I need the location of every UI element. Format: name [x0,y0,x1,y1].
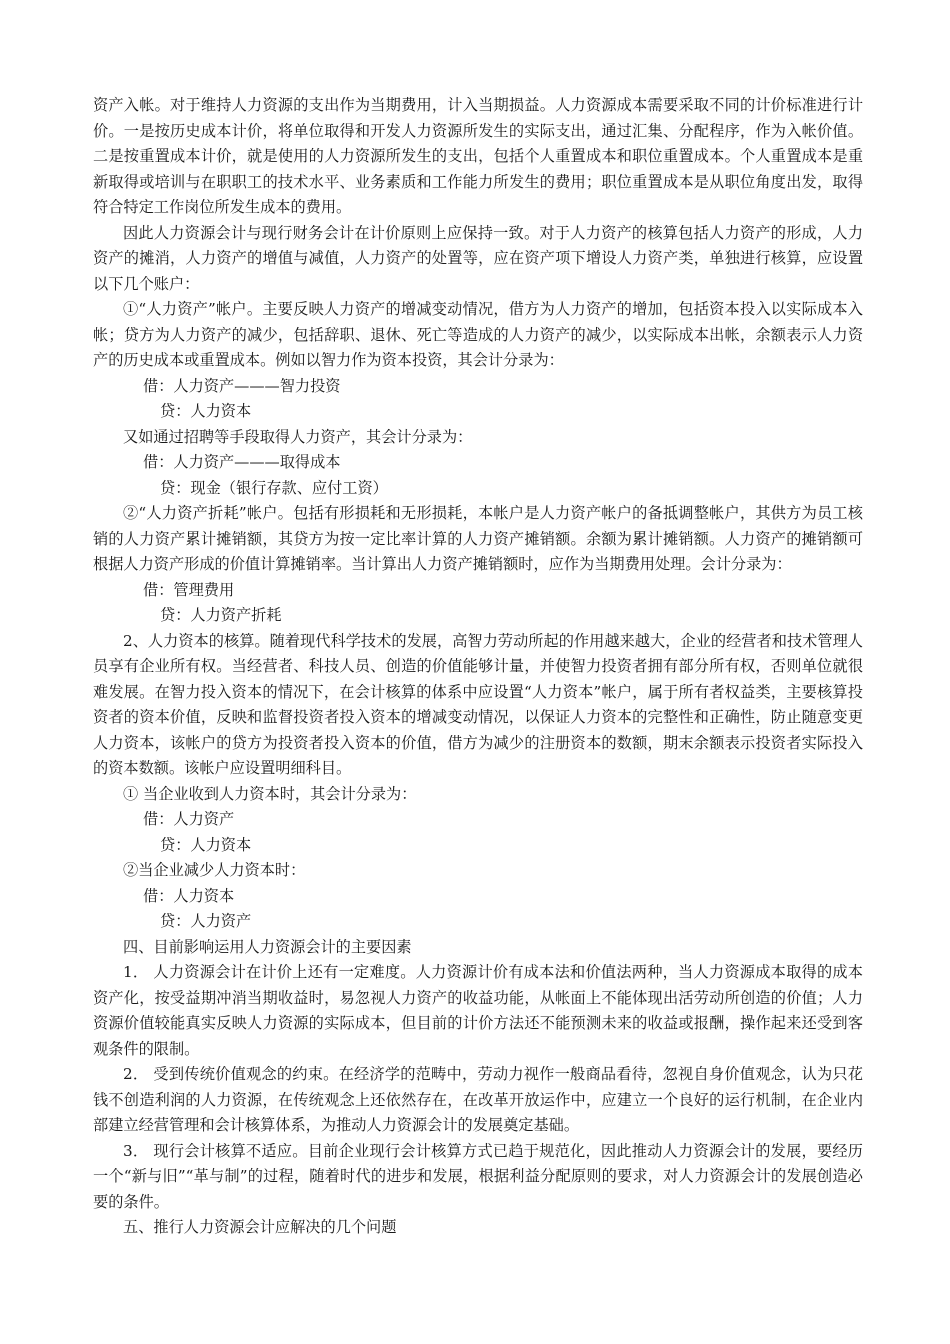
paragraph-human-capital-accounting: 2、人力资本的核算。随着现代科学技术的发展，高智力劳动所起的作用越来越大，企业的经营者和技术管理人员享有企业所有权。当经营者、科技人员、创造的价值能够计量，并使智力投资者拥有部分所有权，否则单位就很难发展。在智力投入资本的情况下，在会计核算的体系中应设置“人力资本”帐户，属于所有者权益类，主要核算投资者的资本价值，反映和监督投资者投入资本的增减变动情况，以保证人力资本的完整性和正确性，防止随意变更人力资本，该帐户的贷方为投资者投入资本的价值，借方为减少的注册资本的数额，期末余额表示投资者实际投入的资本数额。该帐户应设置明细科目。 [93,631,863,777]
paragraph-factor-valuation: 1． 人力资源会计在计价上还有一定难度。人力资源计价有成本法和价值法两种，当人力资源成本取得的成本资产化，按受益期冲消当期收益时，易忽视人力资产的收益功能，从帐面上不能体现出活劳动所创造的价值；人力资源价值较能真实反映人力资源的实际成本，但目前的计价方法还不能预测未来的收益或报酬，操作起来还受到客观条件的限制。 [93,963,863,1058]
paragraph-factor-accounting-system: 3． 现行会计核算不适应。目前企业现行会计核算方式已趋于规范化，因此推动人力资源会计的发展，要经历一个“新与旧”“革与制”的过程，随着时代的进步和发展，根据利益分配原则的要求，对人力资源会计的发展创造必要的条件。 [93,1141,863,1211]
journal-credit-line: 贷：人力资产折耗 [160,606,282,624]
paragraph-recruitment-entry: 又如通过招聘等手段取得人力资产，其会计分录为： [123,427,473,446]
paragraph-capital-reduced: ②当企业减少人力资本时： [123,861,306,879]
paragraph-factor-traditional-values: 2． 受到传统价值观念的约束。在经济学的范畴中，劳动力视作一般商品看待，忽视自身价值观念，认为只花钱不创造利润的人力资源，在传统观念上还依然存在，在改革开放运作中，应建立一个良好的运行机制，在企业内部建立经营管理和会计核算体系，为推动人力资源会计的发展奠定基础。 [93,1065,863,1134]
paragraph-depletion-account: ②“人力资产折耗”帐户。包括有形损耗和无形损耗，本帐户是人力资产帐户的备抵调整帐户，其供方为员工核销的人力资产累计摊销额，其贷方为按一定比率计算的人力资产摊销额。余额为累计摊销额。人力资产的摊销额可根据人力资产形成的价值计算摊销率。当计算出人力资产摊销额时，应作为当期费用处理。会计分录为： [93,504,863,573]
journal-debit-line: 借：人力资产———智力投资 [143,376,341,395]
paragraph-valuation-principle: 因此人力资源会计与现行财务会计在计价原则上应保持一致。对于人力资产的核算包括人力资产的形成，人力资产的摊消，人力资产的增值与减值，人力资产的处置等，应在资产项下增设人力资产类，单独进行核算，应设置以下几个账户： [93,223,863,293]
journal-credit-line: 贷：人力资本 [160,835,252,854]
paragraph-asset-valuation: 资产入帐。对于维持人力资源的支出作为当期费用，计入当期损益。人力资源成本需要采取不同的计价标准进行计价。一是按历史成本计价，将单位取得和开发人力资源所发生的实际支出，通过汇集、分配程序，作为入帐价值。二是按重置成本计价，就是使用的人力资源所发生的支出，包括个人重置成本和职位重置成本。个人重置成本是重新取得或培训与在职职工的技术水平、业务素质和工作能力所发生的费用；职位重置成本是从职位角度出发，取得符合特定工作岗位所发生成本的费用。 [93,96,863,216]
paragraph-human-asset-account: ①“人力资产”帐户。主要反映人力资产的增减变动情况，借方为人力资产的增加，包括资本投入以实际成本入帐；贷方为人力资产的减少，包括辞职、退休、死亡等造成的人力资产的减少，以实际成本出帐，余额表示人力资产的历史成本或重置成本。例如以智力作为资本投资，其会计分录为： [93,300,863,369]
journal-debit-line: 借：人力资本 [143,886,235,905]
journal-debit-line: 借：人力资产 [143,810,235,828]
journal-credit-line: 贷：人力资本 [160,402,252,420]
journal-credit-line: 贷：现金（银行存款、应付工资） [160,478,388,497]
journal-credit-line: 贷：人力资产 [160,912,252,930]
paragraph-capital-received: ① 当企业收到人力资本时，其会计分录为： [123,784,417,803]
journal-debit-line: 借：人力资产———取得成本 [143,453,341,471]
document-page [93,93,863,1241]
section-heading-five: 五、推行人力资源会计应解决的几个问题 [123,1218,397,1236]
journal-debit-line: 借：管理费用 [143,580,235,599]
section-heading-four: 四、目前影响运用人力资源会计的主要因素 [123,937,412,956]
